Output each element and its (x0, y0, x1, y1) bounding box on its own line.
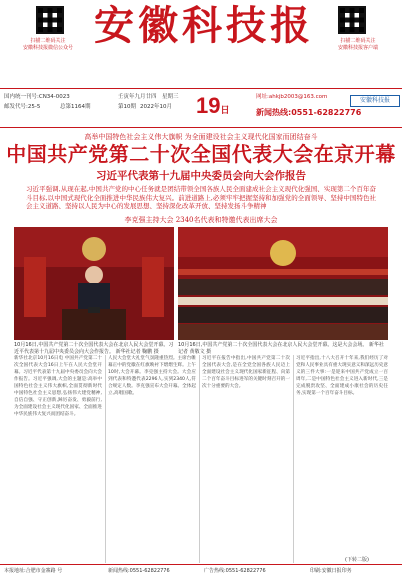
qr-caption-line: 安徽科技报客户端 (337, 45, 378, 51)
photo-caption-right: 10月16日,中国共产党第二十次全国代表大会在北京人民大会堂开幕。这是大会会场。 新华社记者 黄敬文 摄 (178, 342, 384, 355)
speaker-photo-art (14, 227, 174, 340)
post-code: 邮发代号:25-5 (4, 104, 41, 110)
qr-caption-line: 扫描二维码关注 (340, 38, 376, 44)
qr-code-icon (36, 6, 64, 34)
column-divider (199, 355, 200, 563)
qr-caption-right (318, 38, 398, 52)
kicker-line: 高举中国特色社会主义伟大旗帜 为全面建设社会主义现代化国家而团结奋斗 (84, 133, 318, 141)
cn-number: 国内统一刊号:CN34-0023 (4, 94, 70, 100)
qr-caption-line: 安徽科技报微信公众号 (22, 45, 73, 51)
qr-code-icon (338, 6, 366, 34)
masthead (0, 0, 402, 86)
news-hotline: 新闻热线:0551-62822776 (256, 108, 362, 117)
footer-print: 印刷:安徽日报印务 (310, 568, 352, 574)
continued-note: (下转二版) (345, 557, 369, 563)
main-headline: 中国共产党第二十次全国代表大会在京开幕 (6, 142, 396, 166)
day-digits: 19 (196, 93, 221, 118)
lunar-date: 壬寅年九月廿四 (118, 94, 157, 100)
footer-phone: 新闻热线:0551-62822776 (108, 568, 170, 574)
sub-headline: 习近平代表第十九届中央委员会向大会作报告 (96, 170, 306, 182)
photo-caption-left: 10月16日,中国共产党第二十次全国代表大会在北京人民大会堂开幕。习近平代表第十九届中央委员会向大会作报告。 新华社记者 鞠鹏 摄 (14, 342, 174, 355)
article-column-1: 新华社北京10月16日电 中国共产党第二十次全国代表大会16日上午在人民大会堂开幕。习近平代表第十九届中央委员会向大会作报告。习近平强调,大会的主题是:高举中国特色社会主义伟大旗帜,全面贯彻新时代中国特色社会主义思想,弘扬伟大建党精神,自信自强、守正创新,踔厉奋发、勇毅前行,为全面建设社会主义现代化国家、全面推进中华民族伟大复兴而团结奋斗。 (14, 356, 102, 417)
newspaper-wordmark: 安徽科技报 (94, 2, 314, 49)
article-column-3: 习近平在报告中指出,中国共产党第二十次全国代表大会,是在全党全国各族人民迈上全面建设社会主义现代化国家新征程、向第二个百年奋斗目标进军的关键时刻召开的一次十分重要的大会。 (202, 356, 290, 389)
issue-number: 总第1164期 (60, 104, 91, 110)
column-divider (105, 355, 106, 563)
issue-info-bar (0, 88, 402, 128)
footer-ad: 广告热线:0551-62822776 (204, 568, 266, 574)
article-column-2: 人民大会堂大礼堂气氛隆重热烈。主席台帷幕正中的党徽在红旗映衬下熠熠生辉。上午10时,大会开幕。李克强主持大会。大会应到代表和特邀代表2296人,实到2340人,符合规定人数。李克强宣布大会开幕。全体起立,高唱国歌。 (108, 356, 196, 396)
weekday: 星期三 (162, 94, 179, 100)
date: 2022年10月 (140, 104, 172, 110)
lead-summary: 习近平强调,从现在起,中国共产党的中心任务就是团结带领全国各族人民全面建成社会主义现代化强国、实现第二个百年奋斗目标,以中国式现代化全面推进中华民族伟大复兴。前进道路上,必须牢牢把握坚持和加强党的全面领导、坚持中国特色社会主义道路、坚持以人民为中心的发展思想、坚持深化改革开放、坚持发扬斗争精神 (26, 185, 376, 210)
day-suffix: 日 (220, 105, 230, 115)
period: 第10期 (118, 104, 136, 110)
qr-caption-line: 扫描二维码关注 (30, 38, 66, 44)
hall-photo-art (178, 227, 388, 340)
day-number (196, 91, 230, 125)
speaker-photo (14, 227, 174, 340)
qr-caption-left (8, 38, 88, 52)
page-footer (0, 564, 402, 576)
website-link[interactable]: 网址:ahkjb2003@163.com (256, 94, 328, 100)
hall-photo (178, 227, 388, 340)
footer-address: 本报地址:合肥市金寨路 号 (4, 568, 63, 574)
article-column-4: 习近平指出,十八大召开十年来,我们经历了对党和人民事业具有重大现实意义和深远历史意义的三件大事:一是迎来中国共产党成立一百周年,二是中国特色社会主义进入新时代,三是完成脱贵攻坚、全面建成小康社会的历史任务,实现第一个百年奋斗目标。 (296, 356, 388, 396)
column-divider (293, 355, 294, 563)
app-badge[interactable]: 安徽科技报 (350, 95, 400, 107)
dateline: 李克强主持大会 2340名代表和特邀代表出席大会 (124, 216, 278, 224)
